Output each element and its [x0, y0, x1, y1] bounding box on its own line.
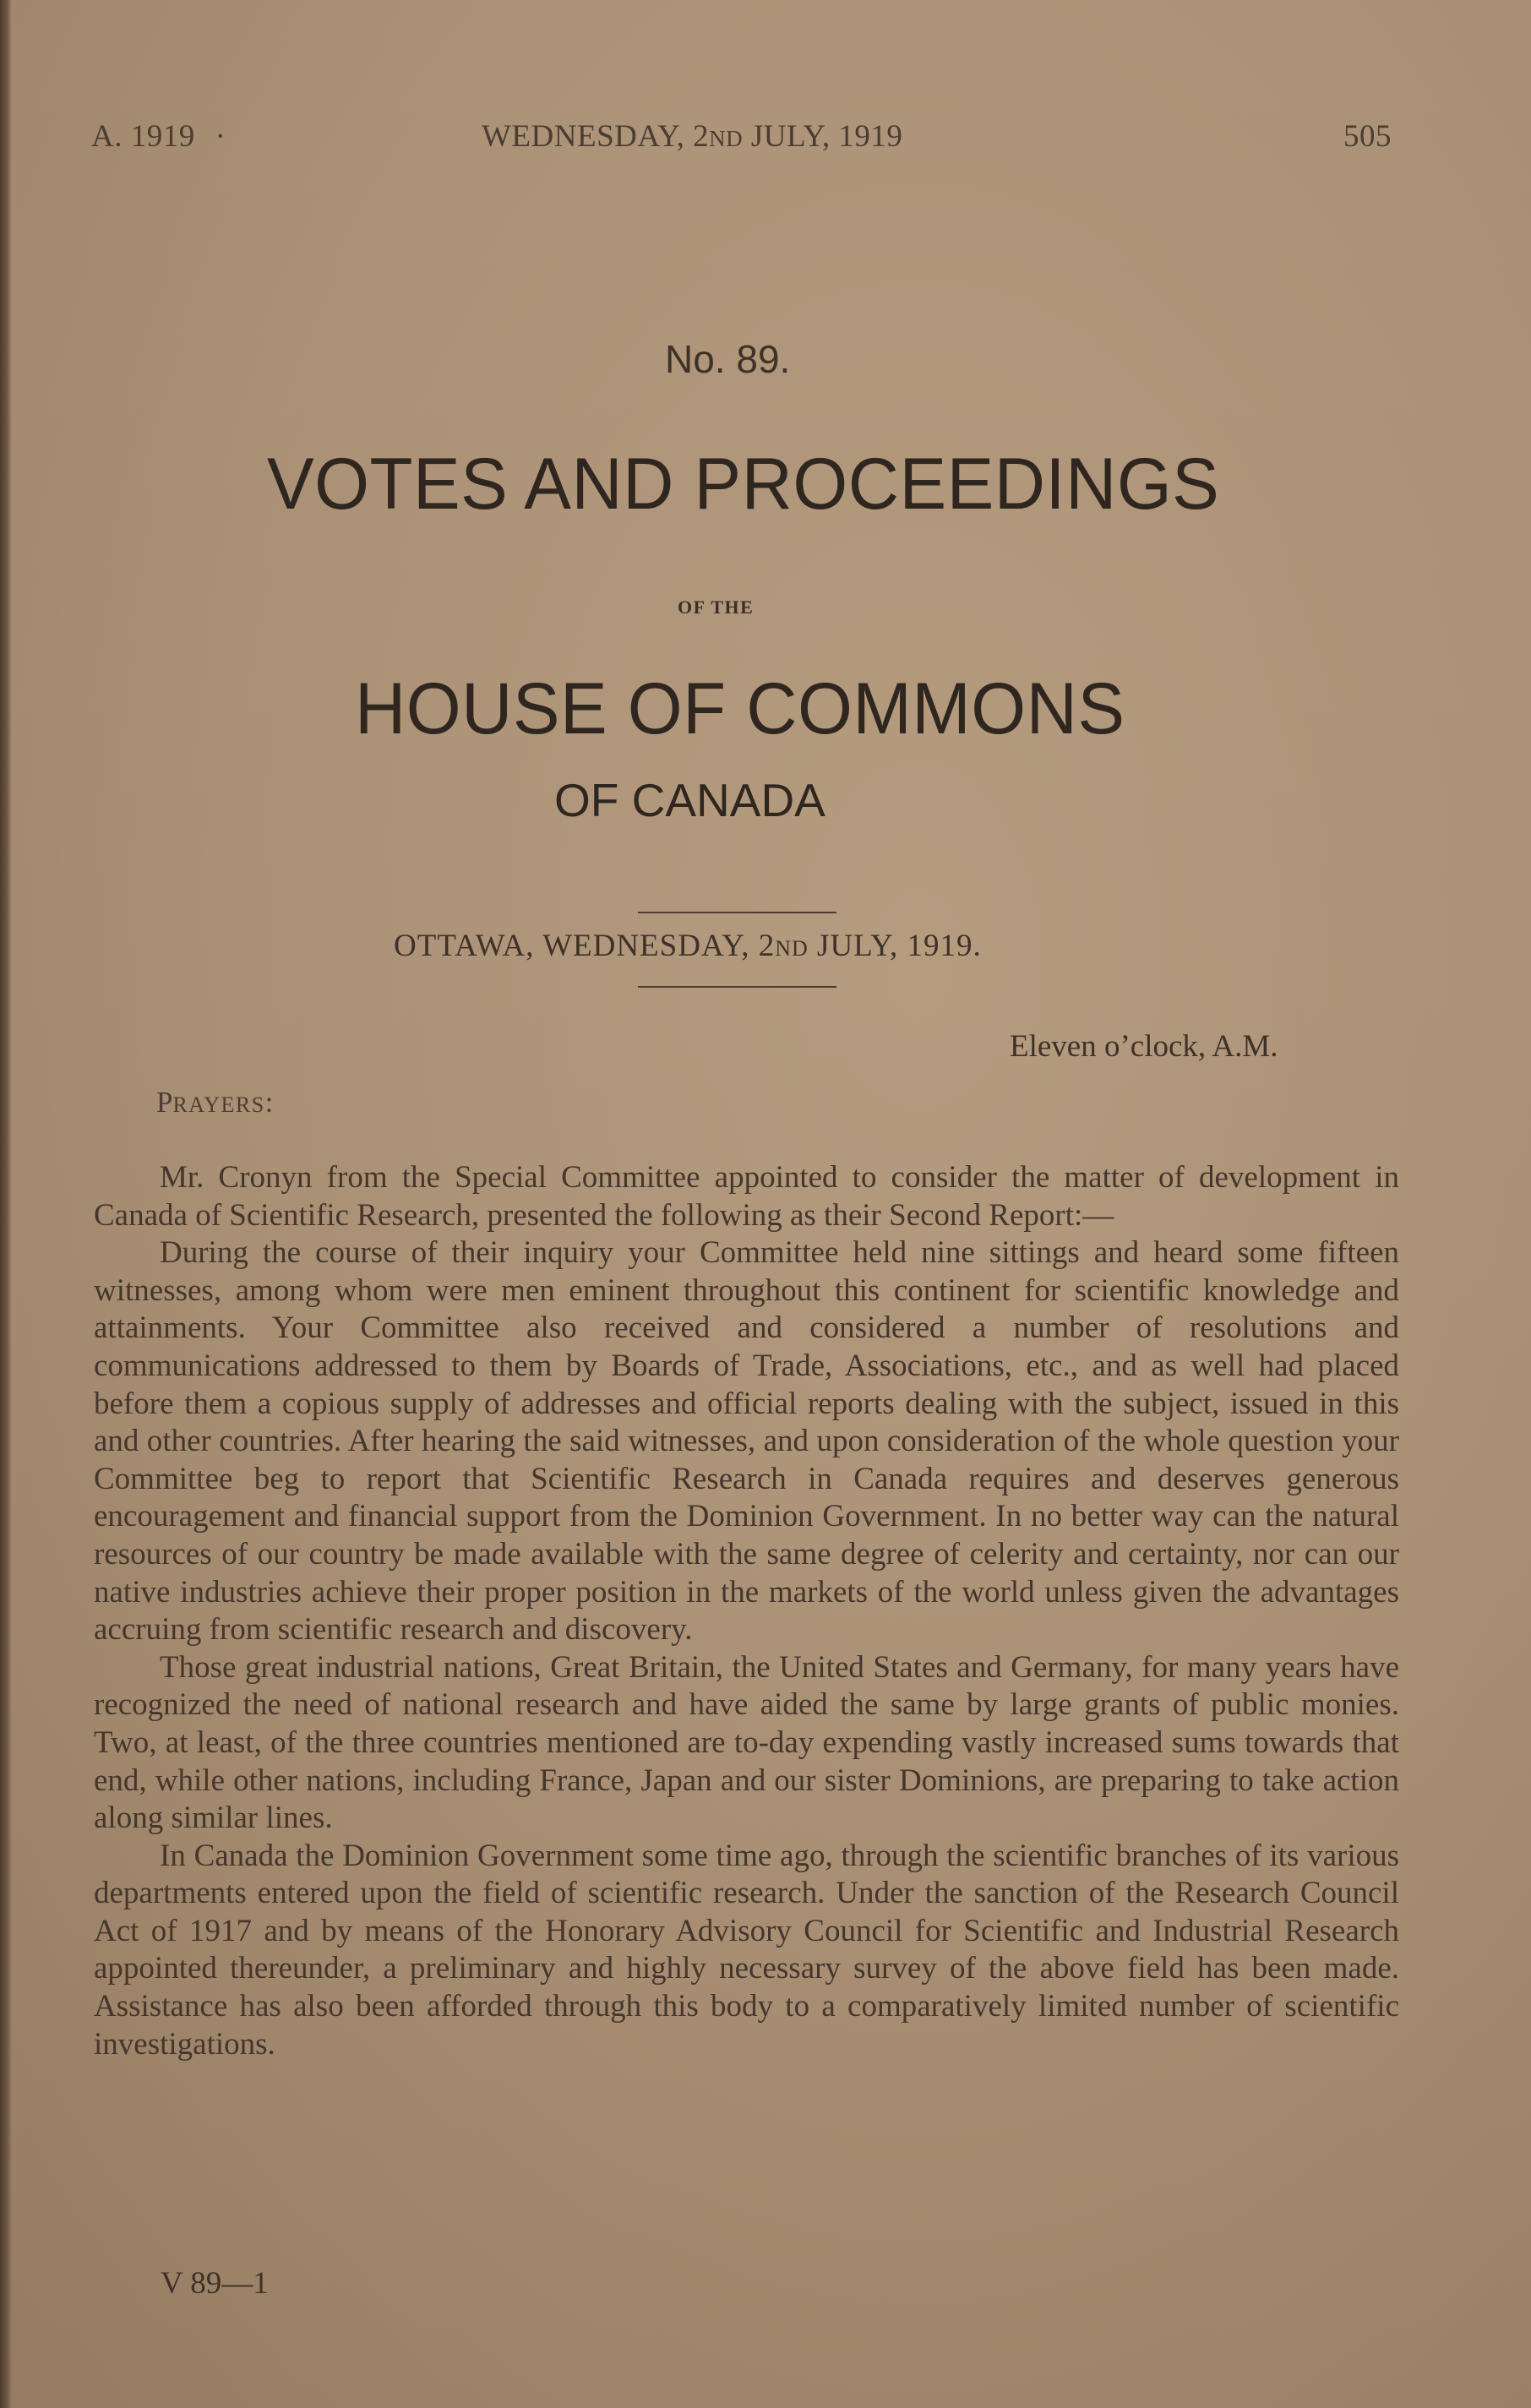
paragraph: Mr. Cronyn from the Special Committee appointed to consider the matter of development in Canada of Scientific Research, presented the following as their Second Report:— [94, 1160, 1399, 1233]
sitting-time: Eleven o’clock, A.M. [1010, 1029, 1278, 1064]
binding-edge [0, 0, 12, 2408]
header-date: WEDNESDAY, 2ND JULY, 1919 [482, 119, 903, 154]
body-text [94, 1159, 1399, 2063]
page-number: 505 [1343, 119, 1392, 154]
country-title: OF CANADA [554, 774, 825, 826]
paragraph: Those great industrial nations, Great Britain, the United States and Germany, for many years have recognized the need of national research and have aided the same by large grants of public monies. Two, at least, of the three countries mentioned are to-day expending vastly increased sums towards that end, while other nations, including France, Japan and our sister Dominions, are preparing to take action along similar lines. [94, 1649, 1399, 1836]
paragraph: In Canada the Dominion Government some time ago, through the scientific branches of its various departments entered upon the field of scientific research. Under the sanction of the Research Council Act of 1917 and by means of the Honorary Advisory Council for Scientific and Industrial Research appointed thereunder, a preliminary and highly necessary survey of the above field has been made. Assistance has also been afforded through this body to a comparatively limited number of scientific investigations. [94, 1838, 1399, 2062]
header-session: A. 1919 · [91, 119, 226, 154]
signature-mark: V 89—1 [161, 2266, 269, 2301]
of-the-label: OF THE [678, 597, 755, 618]
issue-number: No. 89. [665, 337, 791, 381]
top-divider [638, 912, 836, 913]
prayers-heading: PRAYERS: [156, 1086, 274, 1119]
page-title: VOTES AND PROCEEDINGS [267, 444, 1220, 525]
paragraph: During the course of their inquiry your Committee held nine sittings and heard some fifteen witnesses, among whom were men eminent throughout this continent for scientific knowledge and attainments. Your Committee also received and considered a number of resolutions and communications addressed to them by Boards of Trade, Associations, etc., and as well had placed before them a copious supply of addresses and official reports dealing with the subject, issued in this and other countries. After hearing the said witnesses, and upon consideration of the whole question your Committee beg to report that Scientific Research in Canada requires and deserves generous encouragement and financial support from the Dominion Government. In no better way can the natural resources of our country be made available with the same degree of celerity and certainty, nor can our native industries achieve their proper position in the markets of the world unless given the advantages accruing from scientific research and discovery. [94, 1235, 1399, 1648]
house-title: HOUSE OF COMMONS [355, 668, 1125, 749]
bottom-divider [638, 986, 836, 988]
dateline: OTTAWA, WEDNESDAY, 2ND JULY, 1919. [394, 929, 982, 963]
